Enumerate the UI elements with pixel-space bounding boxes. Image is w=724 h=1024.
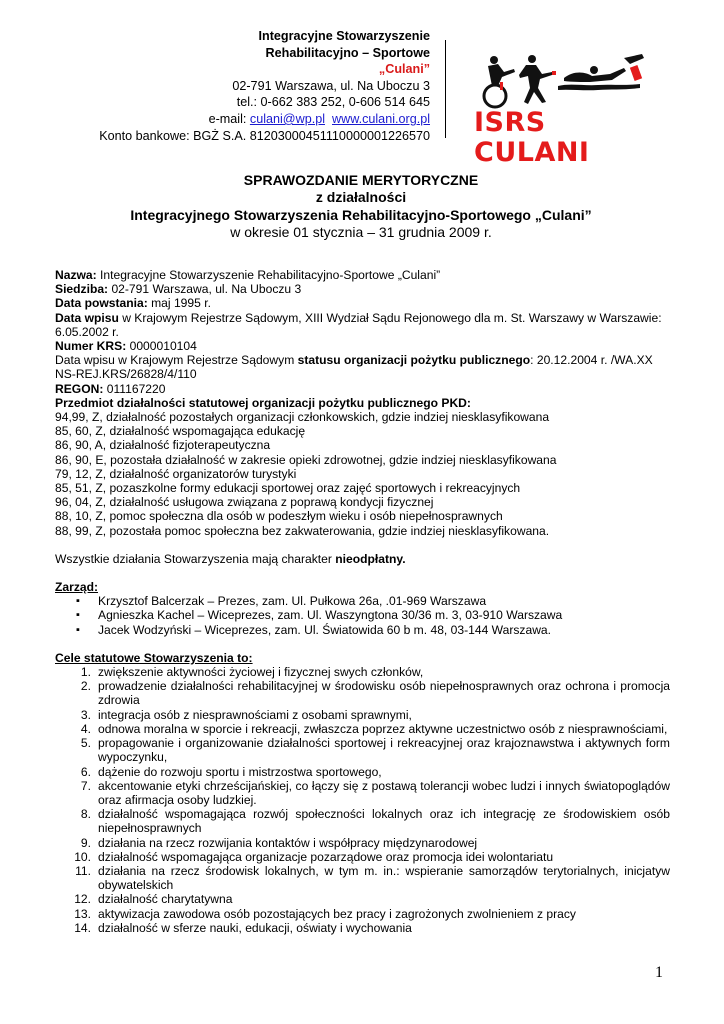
pkd-item: 79, 12, Z, działalność organizatorów turystyki	[55, 466, 297, 481]
org-address: 02-791 Warszawa, ul. Na Uboczu 3	[232, 78, 430, 93]
board-member: ▪ Krzysztof Balcerzak – Prezes, zam. Ul. Pułkowa 26a, .01-969 Warszawa	[55, 594, 670, 608]
title-line1: SPRAWOZDANIE MERYTORYCZNE	[243, 172, 479, 188]
goal-item: 8. działalność wspomagająca rozwój społeczności lokalnych oraz ich integrację ze środowiskiem osób niepełnosprawnych	[80, 807, 670, 836]
info-opp-status: Data wpisu w Krajowym Rejestrze Sądowym statusu organizacji pożytku publicznego: 20.12.2004 r. /WA.XX NS-REJ.KRS/26828/4/110	[55, 353, 653, 382]
org-name-line3: „Culani”	[378, 62, 430, 77]
org-phone: tel.: 0-662 383 252, 0-606 514 645	[236, 95, 430, 110]
info-founded: Data powstania: maj 1995 r.	[55, 296, 211, 311]
pkd-heading: Przedmiot działalności statutowej organizacji pożytku publicznego PKD:	[55, 395, 471, 410]
bank-account: Konto bankowe: BGŻ S.A. 81203000451110000001226570	[99, 128, 430, 143]
goal-item: 7. akcentowanie etyki chrześcijańskiej, co łączy się z postawą tolerancji wobec ludzi i innych światopoglądów oraz afirmacja osoby ludzkiej.	[80, 778, 670, 807]
nonprofit-statement: Wszystkie działania Stowarzyszenia mają charakter nieodpłatny.	[55, 551, 406, 566]
goal-item: 6. dążenie do rozwoju sportu i mistrzostwa sportowego,	[80, 764, 382, 779]
goal-item: 4. odnowa moralna w sporcie i rekreacji, zwłaszcza poprzez aktywne uczestnictwo osób z niesprawnościami,	[80, 721, 668, 736]
org-header	[52, 28, 430, 144]
report-title	[100, 172, 622, 242]
goals-heading: Cele statutowe Stowarzyszenia to:	[55, 650, 253, 665]
pkd-item: 88, 10, Z, pomoc społeczna dla osób w podeszłym wieku i osób niepełnosprawnych	[55, 509, 503, 524]
goals-list	[55, 665, 670, 935]
title-line2: z działalności	[315, 189, 407, 206]
org-contact-line	[52, 111, 430, 128]
board-member: ▪ Jacek Wodzyński – Wiceprezes, zam. Ul. Światowida 60 b m. 48, 03-144 Warszawa.	[55, 623, 670, 637]
email-link[interactable]: culani@wp.pl	[249, 111, 325, 126]
info-seat: Siedziba: 02-791 Warszawa, ul. Na Uboczu 3	[55, 282, 302, 297]
goal-item: 1. zwiększenie aktywności życiowej i fizycznej swych członków,	[80, 665, 424, 680]
goal-item: 11. działania na rzecz środowisk lokalnych, w tym m. in.: wspieranie samorządów terytorialnych, inicjatyw obywatelskich	[75, 863, 670, 893]
goal-item: 5. propagowanie i organizowanie działalności sportowej i rekreacyjnej oraz krajoznawstwa i aktywnych form wypoczynku,	[80, 736, 670, 765]
logo-wordmark: ISRS CULANI	[474, 107, 590, 168]
pkd-item: 88, 99, Z, pozostała pomoc społeczna bez zakwaterowania, gdzie indziej niesklasyfikowana.	[55, 523, 550, 538]
report-body	[55, 268, 670, 935]
pkd-item: 85, 51, Z, pozaszkolne formy edukacji sportowej oraz zajęć sportowych i rekreacyjnych	[55, 481, 521, 496]
title-line3: Integracyjnego Stowarzyszenia Rehabilitacyjno-Sportowego „Culani”	[130, 206, 592, 223]
goal-item: 12. działalność charytatywna	[74, 892, 233, 907]
pkd-item: 86, 90, E, pozostała działalność w zakresie opieki zdrowotnej, gdzie indziej niesklasyfikowana	[55, 452, 557, 467]
board-heading: Zarząd:	[55, 580, 99, 595]
website-link[interactable]: www.culani.org.pl	[332, 111, 430, 126]
pkd-item: 85, 60, Z, działalność wspomagająca edukację	[55, 424, 306, 439]
title-period: w okresie 01 stycznia – 31 grudnia 2009 r.	[230, 224, 492, 241]
goal-item: 3. integracja osób z niesprawnościami z osobami sprawnymi,	[80, 707, 412, 722]
info-name: Nazwa: Integracyjne Stowarzyszenie Rehabilitacyjno-Sportowe „Culani”	[55, 268, 441, 282]
goal-item: 13. aktywizacja zawodowa osób pozostających bez pracy i zagrożonych zwolnieniem z pracy	[74, 906, 576, 921]
pkd-item: 94,99, Z, działalność pozostałych organizacji członkowskich, gdzie indziej niesklasyfikowana	[55, 410, 550, 425]
org-name-line1: Integracyjne Stowarzyszenie	[258, 29, 430, 43]
goal-item: 14. działalność w sferze nauki, edukacji, oświaty i wychowania	[74, 920, 412, 935]
goal-item: 10. działalność wspomagająca organizacje pozarządowe oraz promocja idei wolontariatu	[74, 849, 554, 864]
page-number: 1	[655, 964, 663, 981]
info-regon: REGON: 011167220	[55, 381, 166, 396]
board-list	[55, 594, 670, 637]
info-registry-entry: Data wpisu w Krajowym Rejestrze Sądowym, XIII Wydział Sądu Rejonowego dla m. St. Warszawy w Warszawie: 6.05.2002 r.	[55, 310, 662, 339]
info-krs: Numer KRS: 0000010104	[55, 339, 197, 354]
org-name-line2: Rehabilitacyjno – Sportowe	[265, 45, 430, 60]
header-divider	[445, 40, 446, 138]
goal-item: 9. działania na rzecz rozwijania kontaktów i współpracy międzynarodowej	[80, 835, 478, 850]
goal-item: 2. prowadzenie działalności rehabilitacyjnej w środowisku osób niepełnosprawnych oraz ochrona i promocja zdrowia	[80, 679, 670, 708]
pkd-item: 96, 04, Z, działalność usługowa związana z poprawą kondycji fizycznej	[55, 495, 434, 510]
pkd-item: 86, 90, A, działalność fizjoterapeutyczna	[55, 438, 271, 453]
email-label: e-mail:	[208, 111, 250, 126]
board-member: ▪ Agnieszka Kachel – Wiceprezes, zam. Ul. Waszyngtona 30/36 m. 3, 03-910 Warszawa	[55, 608, 670, 622]
